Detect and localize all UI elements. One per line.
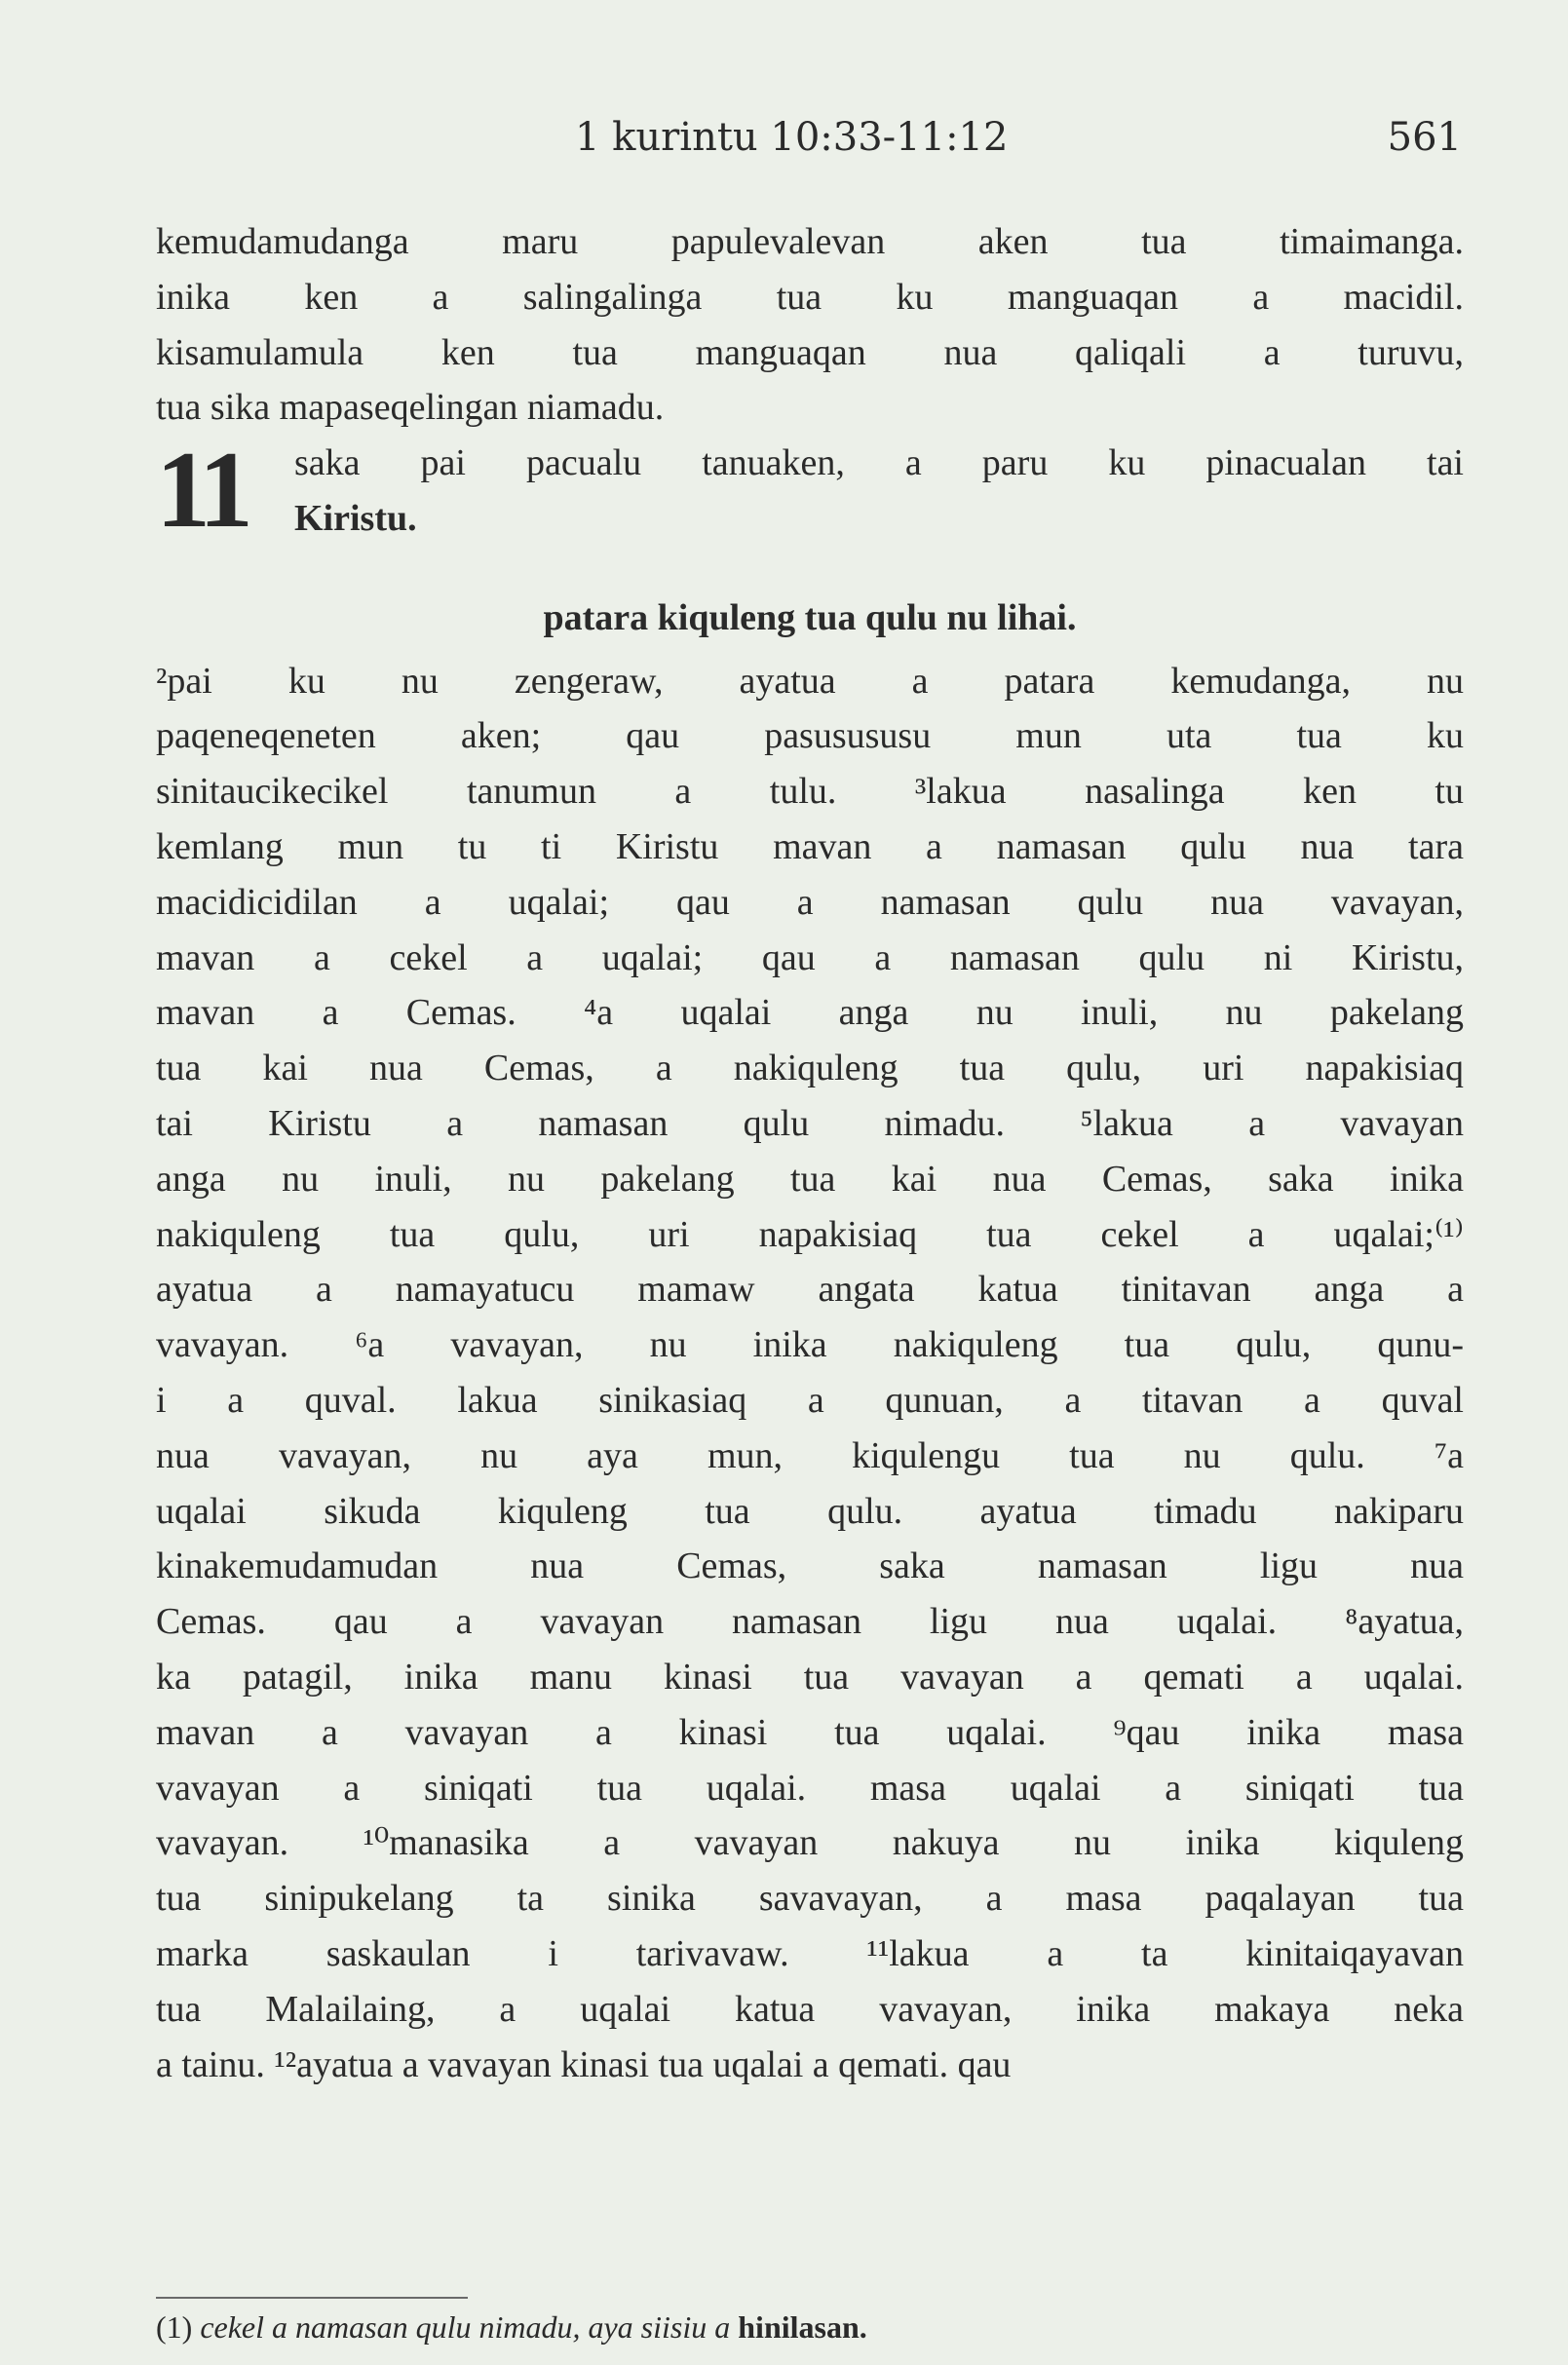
footnote-text: cekel a namasan qulu nimadu, aya siisiu a xyxy=(200,2309,731,2345)
running-head xyxy=(156,115,1462,173)
text-line: kemlang mun tu ti Kiristu mavan a namasan qulu nua tara xyxy=(156,825,1464,867)
text-line: uqalai sikuda kiquleng tua qulu. ayatua timadu nakiparu xyxy=(156,1490,1464,1532)
footnote-marker: (1) xyxy=(156,2309,193,2345)
text-line: marka saskaulan i tarivavaw. ¹¹lakua a ta kinitaiqayavan xyxy=(156,1932,1464,1974)
footnote-bold-word: hinilasan. xyxy=(738,2309,867,2345)
text-line: vavayan. ⁶a vavayan, nu inika nakiquleng tua qulu, qunu- xyxy=(156,1324,1464,1366)
text-line: Kiristu. xyxy=(294,497,417,539)
text-line: mavan a cekel a uqalai; qau a namasan qulu ni Kiristu, xyxy=(156,936,1464,978)
text-line: vavayan a siniqati tua uqalai. masa uqalai a siniqati tua xyxy=(156,1767,1464,1809)
page-number: 561 xyxy=(1387,115,1462,160)
text-line: nakiquleng tua qulu, uri napakisiaq tua cekel a uqalai;⁽¹⁾ xyxy=(156,1213,1464,1255)
section-heading: patara kiquleng tua qulu nu lihai. xyxy=(543,596,1077,638)
text-line: inika ken a salingalinga tua ku manguaqan a macidil. xyxy=(156,276,1464,318)
text-line: vavayan. ¹⁰manasika a vavayan nakuya nu inika kiquleng xyxy=(156,1822,1464,1864)
chapter-number: 11 xyxy=(156,430,248,552)
text-line: Cemas. qau a vavayan namasan ligu nua uqalai. ⁸ayatua, xyxy=(156,1601,1464,1643)
text-line: ²pai ku nu zengeraw, ayatua a patara kemudanga, nu xyxy=(156,660,1464,702)
text-line: ayatua a namayatucu mamaw angata katua tinitavan anga a xyxy=(156,1269,1464,1311)
chapter-reference: 1 kurintu 10:33-11:12 xyxy=(575,115,1009,160)
text-line: sinitaucikecikel tanumun a tulu. ³lakua nasalinga ken tu xyxy=(156,771,1464,813)
text-line: kisamulamula ken tua manguaqan nua qaliqali a turuvu, xyxy=(156,331,1464,373)
text-line: ka patagil, inika manu kinasi tua vavayan a qemati a uqalai. xyxy=(156,1656,1464,1697)
text-line: nua vavayan, nu aya mun, kiqulengu tua nu qulu. ⁷a xyxy=(156,1434,1464,1476)
text-line: mavan a vavayan a kinasi tua uqalai. ⁹qau inika masa xyxy=(156,1711,1464,1753)
verse-text xyxy=(156,654,1464,2093)
text-line: a tainu. ¹²ayatua a vavayan kinasi tua uqalai a qemati. qau xyxy=(156,2043,1012,2085)
text-line: macidicidilan a uqalai; qau a namasan qulu nua vavayan, xyxy=(156,881,1464,923)
text-line: tua kai nua Cemas, a nakiquleng tua qulu, uri napakisiaq xyxy=(156,1048,1464,1089)
text-line: anga nu inuli, nu pakelang tua kai nua Cemas, saka inika xyxy=(156,1158,1464,1200)
text-line: tai Kiristu a namasan qulu nimadu. ⁵lakua a vavayan xyxy=(156,1102,1464,1144)
text-line: i a quval. lakua sinikasiaq a qunuan, a titavan a quval xyxy=(156,1379,1464,1421)
footnote xyxy=(156,2309,867,2346)
text-line: paqeneqeneten aken; qau pasusususu mun uta tua ku xyxy=(156,715,1464,757)
text-line: tua Malailaing, a uqalai katua vavayan, inika makaya neka xyxy=(156,1988,1464,2030)
chapter-opening xyxy=(156,430,1464,552)
text-line: kinakemudamudan nua Cemas, saka namasan ligu nua xyxy=(156,1545,1464,1587)
page-body xyxy=(156,214,1464,2092)
text-line: tua sika mapaseqelingan niamadu. xyxy=(156,387,665,429)
text-line: tua sinipukelang ta sinika savavayan, a masa paqalayan tua xyxy=(156,1878,1464,1920)
text-line: mavan a Cemas. ⁴a uqalai anga nu inuli, nu pakelang xyxy=(156,992,1464,1034)
footnote-rule xyxy=(156,2297,468,2299)
text-line: kemudamudanga maru papulevalevan aken tua timaimanga. xyxy=(156,221,1464,262)
text-line: saka pai pacualu tanuaken, a paru ku pinacualan tai xyxy=(294,442,1464,484)
